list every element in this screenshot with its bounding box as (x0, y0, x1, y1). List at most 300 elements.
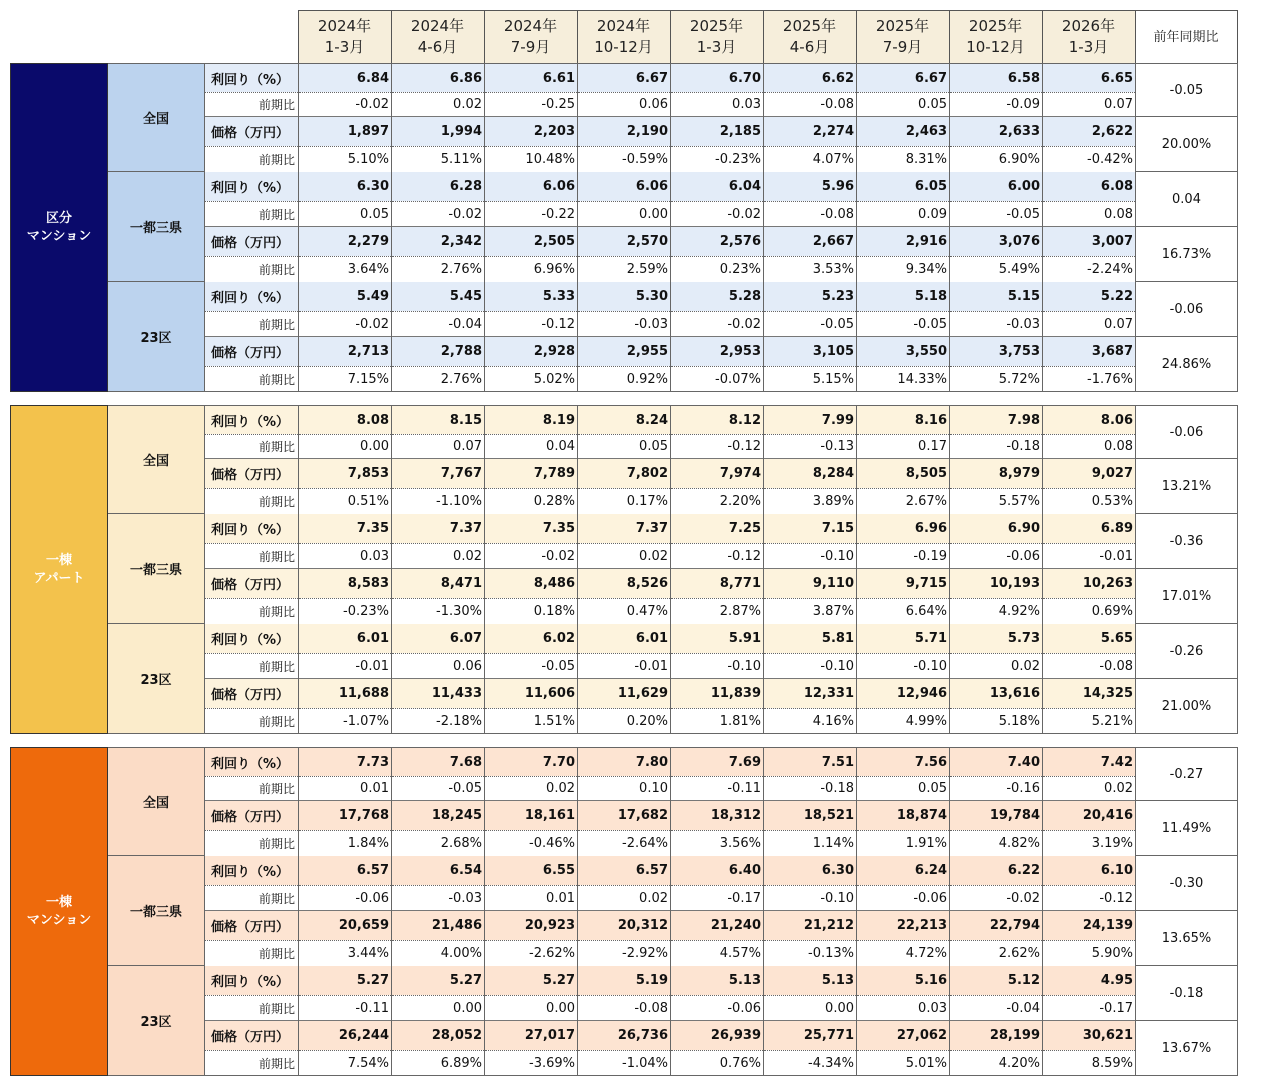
value-cell: 0.17 (857, 435, 950, 459)
row-label: 利回り（%） (205, 856, 299, 886)
value-cell: -1.07% (299, 709, 392, 734)
value-cell: 0.01 (299, 777, 392, 801)
value-cell: 5.12 (950, 966, 1043, 996)
value-cell: 7.15 (764, 514, 857, 544)
row-label: 利回り（%） (205, 966, 299, 996)
value-cell: 4.07% (764, 147, 857, 172)
value-cell: -0.08 (764, 202, 857, 227)
row-label: 価格（万円） (205, 569, 299, 599)
value-cell: 1.91% (857, 831, 950, 856)
period-year: 2025年 (968, 17, 1023, 35)
value-cell: 5.15% (764, 367, 857, 392)
value-cell: 0.07 (1043, 93, 1136, 117)
period-header (856, 11, 949, 64)
value-cell: 7.37 (578, 514, 671, 544)
value-cell: 0.23% (671, 257, 764, 282)
value-cell: 8.31% (857, 147, 950, 172)
value-cell: -2.62% (485, 941, 578, 966)
value-cell: -0.04 (392, 312, 485, 337)
row-label: 前期比 (205, 312, 299, 337)
row-label: 価格（万円） (205, 911, 299, 941)
value-cell: -0.10 (764, 886, 857, 911)
value-cell: 0.02 (392, 93, 485, 117)
value-cell: 3,007 (1043, 227, 1136, 257)
value-cell: 0.76% (671, 1051, 764, 1076)
value-cell: -0.11 (299, 996, 392, 1021)
value-cell: 6.89 (1043, 514, 1136, 544)
value-cell: 4.20% (950, 1051, 1043, 1076)
value-cell: 5.13 (764, 966, 857, 996)
value-cell: 7.37 (392, 514, 485, 544)
value-cell: 0.03 (671, 93, 764, 117)
value-cell: 7.35 (485, 514, 578, 544)
period-year: 2026年 (1061, 17, 1116, 35)
category-label (11, 64, 108, 392)
value-cell: 6.00 (950, 172, 1043, 202)
table-row (11, 748, 1238, 777)
value-cell: 27,017 (485, 1021, 578, 1051)
value-cell: 0.00 (485, 996, 578, 1021)
value-cell: -1.10% (392, 489, 485, 514)
value-cell: 8,471 (392, 569, 485, 599)
yoy-cell: -0.06 (1136, 406, 1238, 459)
value-cell: 6.08 (1043, 172, 1136, 202)
row-label: 価格（万円） (205, 117, 299, 147)
value-cell: 10,193 (950, 569, 1043, 599)
value-cell: 7,802 (578, 459, 671, 489)
row-label: 価格（万円） (205, 227, 299, 257)
value-cell: 5.28 (671, 282, 764, 312)
value-cell: 10.48% (485, 147, 578, 172)
value-cell: 6.84 (299, 64, 392, 93)
value-cell: 7.40 (950, 748, 1043, 777)
value-cell: 6.06 (485, 172, 578, 202)
value-cell: 26,244 (299, 1021, 392, 1051)
value-cell: 5.49% (950, 257, 1043, 282)
value-cell: 8.59% (1043, 1051, 1136, 1076)
value-cell: 0.53% (1043, 489, 1136, 514)
value-cell: -0.19 (857, 544, 950, 569)
value-cell: 24,139 (1043, 911, 1136, 941)
value-cell: 3,550 (857, 337, 950, 367)
value-cell: 2.59% (578, 257, 671, 282)
value-cell: 6.62 (764, 64, 857, 93)
value-cell: 14.33% (857, 367, 950, 392)
value-cell: 0.05 (578, 435, 671, 459)
value-cell: 0.05 (299, 202, 392, 227)
period-header (484, 11, 577, 64)
yoy-cell: 11.49% (1136, 801, 1238, 856)
period-header (298, 11, 391, 64)
value-cell: -0.01 (299, 654, 392, 679)
value-cell: -0.18 (764, 777, 857, 801)
value-cell: 5.90% (1043, 941, 1136, 966)
row-label: 前期比 (205, 147, 299, 172)
value-cell: 5.13 (671, 966, 764, 996)
value-cell: 5.10% (299, 147, 392, 172)
category-line: マンション (26, 228, 92, 244)
row-label: 価格（万円） (205, 679, 299, 709)
value-cell: 7.69 (671, 748, 764, 777)
value-cell: 6.06 (578, 172, 671, 202)
value-cell: 12,946 (857, 679, 950, 709)
value-cell: 20,416 (1043, 801, 1136, 831)
value-cell: 5.96 (764, 172, 857, 202)
yoy-cell: 24.86% (1136, 337, 1238, 392)
value-cell: 5.01% (857, 1051, 950, 1076)
value-cell: 6.30 (764, 856, 857, 886)
value-cell: -2.64% (578, 831, 671, 856)
value-cell: 2.87% (671, 599, 764, 624)
value-cell: -1.30% (392, 599, 485, 624)
value-cell: 26,939 (671, 1021, 764, 1051)
value-cell: 7.98 (950, 406, 1043, 435)
value-cell: 0.03 (299, 544, 392, 569)
period-year: 2024年 (410, 17, 465, 35)
table-row (11, 282, 1238, 312)
row-label: 前期比 (205, 257, 299, 282)
row-label: 価格（万円） (205, 459, 299, 489)
value-cell: 0.04 (485, 435, 578, 459)
value-cell: 10,263 (1043, 569, 1136, 599)
period-quarter: 4-6月 (789, 38, 830, 56)
header-table (10, 10, 1238, 64)
yoy-cell: 17.01% (1136, 569, 1238, 624)
yoy-cell: -0.27 (1136, 748, 1238, 801)
value-cell: 2,713 (299, 337, 392, 367)
yoy-cell: 0.04 (1136, 172, 1238, 227)
value-cell: -0.02 (950, 886, 1043, 911)
value-cell: 2,928 (485, 337, 578, 367)
value-cell: 6.57 (578, 856, 671, 886)
row-label: 利回り（%） (205, 514, 299, 544)
table-row (11, 514, 1238, 544)
value-cell: 8.24 (578, 406, 671, 435)
value-cell: 0.28% (485, 489, 578, 514)
yoy-cell: 20.00% (1136, 117, 1238, 172)
value-cell: -3.69% (485, 1051, 578, 1076)
value-cell: 3.19% (1043, 831, 1136, 856)
value-cell: 5.81 (764, 624, 857, 654)
header-blank (204, 11, 298, 64)
value-cell: -0.05 (392, 777, 485, 801)
value-cell: 8.08 (299, 406, 392, 435)
value-cell: 6.67 (578, 64, 671, 93)
yoy-cell: 13.67% (1136, 1021, 1238, 1076)
value-cell: 2,570 (578, 227, 671, 257)
value-cell: 4.92% (950, 599, 1043, 624)
value-cell: -0.05 (950, 202, 1043, 227)
value-cell: 2,576 (671, 227, 764, 257)
value-cell: 1.51% (485, 709, 578, 734)
value-cell: 5.11% (392, 147, 485, 172)
value-cell: 17,682 (578, 801, 671, 831)
value-cell: -0.08 (1043, 654, 1136, 679)
value-cell: -0.02 (485, 544, 578, 569)
value-cell: 18,161 (485, 801, 578, 831)
row-label: 前期比 (205, 367, 299, 392)
header-blank (10, 11, 107, 64)
period-year: 2024年 (317, 17, 372, 35)
value-cell: 6.57 (299, 856, 392, 886)
period-header (391, 11, 484, 64)
value-cell: 7,974 (671, 459, 764, 489)
value-cell: -0.03 (392, 886, 485, 911)
value-cell: 3.56% (671, 831, 764, 856)
value-cell: 2,185 (671, 117, 764, 147)
row-label: 前期比 (205, 544, 299, 569)
value-cell: 0.08 (1043, 435, 1136, 459)
value-cell: -0.12 (671, 544, 764, 569)
row-label: 利回り（%） (205, 282, 299, 312)
value-cell: 3.64% (299, 257, 392, 282)
value-cell: -0.03 (950, 312, 1043, 337)
value-cell: 8.15 (392, 406, 485, 435)
value-cell: 17,768 (299, 801, 392, 831)
value-cell: 6.40 (671, 856, 764, 886)
value-cell: 28,199 (950, 1021, 1043, 1051)
value-cell: 5.49 (299, 282, 392, 312)
value-cell: 2,788 (392, 337, 485, 367)
value-cell: 5.27 (392, 966, 485, 996)
value-cell: 2,190 (578, 117, 671, 147)
value-cell: 5.30 (578, 282, 671, 312)
value-cell: 8,526 (578, 569, 671, 599)
value-cell: 5.27 (299, 966, 392, 996)
value-cell: -0.10 (764, 654, 857, 679)
value-cell: -0.06 (950, 544, 1043, 569)
value-cell: 1,994 (392, 117, 485, 147)
value-cell: 11,433 (392, 679, 485, 709)
period-year: 2025年 (689, 17, 744, 35)
value-cell: 3.44% (299, 941, 392, 966)
yoy-cell: -0.26 (1136, 624, 1238, 679)
value-cell: 1.81% (671, 709, 764, 734)
row-label: 前期比 (205, 93, 299, 117)
value-cell: 7.25 (671, 514, 764, 544)
value-cell: -0.02 (299, 93, 392, 117)
value-cell: 7,767 (392, 459, 485, 489)
value-cell: 6.55 (485, 856, 578, 886)
value-cell: -2.18% (392, 709, 485, 734)
value-cell: 2.67% (857, 489, 950, 514)
value-cell: 0.02 (950, 654, 1043, 679)
value-cell: -0.13% (764, 941, 857, 966)
value-cell: 6.64% (857, 599, 950, 624)
value-cell: 6.89% (392, 1051, 485, 1076)
value-cell: 6.05 (857, 172, 950, 202)
value-cell: 7.80 (578, 748, 671, 777)
value-cell: 3,687 (1043, 337, 1136, 367)
value-cell: -0.59% (578, 147, 671, 172)
period-header (577, 11, 670, 64)
value-cell: 0.05 (857, 777, 950, 801)
period-year: 2025年 (782, 17, 837, 35)
value-cell: 19,784 (950, 801, 1043, 831)
value-cell: 5.21% (1043, 709, 1136, 734)
value-cell: 0.06 (392, 654, 485, 679)
table-row (11, 966, 1238, 996)
row-label: 前期比 (205, 941, 299, 966)
value-cell: -4.34% (764, 1051, 857, 1076)
yoy-cell: -0.30 (1136, 856, 1238, 911)
value-cell: 6.90 (950, 514, 1043, 544)
region-label: 23区 (108, 624, 205, 734)
value-cell: -0.12 (485, 312, 578, 337)
value-cell: 0.00 (392, 996, 485, 1021)
category-label (11, 406, 108, 734)
value-cell: 0.17% (578, 489, 671, 514)
value-cell: -0.02 (671, 312, 764, 337)
period-header (1042, 11, 1135, 64)
yoy-cell: -0.05 (1136, 64, 1238, 117)
row-label: 前期比 (205, 709, 299, 734)
row-label: 利回り（%） (205, 406, 299, 435)
value-cell: 0.09 (857, 202, 950, 227)
value-cell: -0.04 (950, 996, 1043, 1021)
value-cell: 7.15% (299, 367, 392, 392)
value-cell: 6.90% (950, 147, 1043, 172)
value-cell: 8,583 (299, 569, 392, 599)
period-header (763, 11, 856, 64)
row-label: 前期比 (205, 202, 299, 227)
value-cell: 8,505 (857, 459, 950, 489)
value-cell: 0.92% (578, 367, 671, 392)
value-cell: 6.58 (950, 64, 1043, 93)
value-cell: 6.86 (392, 64, 485, 93)
value-cell: 6.96% (485, 257, 578, 282)
row-label: 前期比 (205, 777, 299, 801)
value-cell: 4.16% (764, 709, 857, 734)
value-cell: 5.19 (578, 966, 671, 996)
value-cell: 1.14% (764, 831, 857, 856)
value-cell: -0.10 (857, 654, 950, 679)
value-cell: 2.62% (950, 941, 1043, 966)
header-blank (107, 11, 204, 64)
value-cell: -0.02 (671, 202, 764, 227)
value-cell: 6.01 (299, 624, 392, 654)
value-cell: 22,794 (950, 911, 1043, 941)
row-label: 前期比 (205, 489, 299, 514)
value-cell: -0.01 (1043, 544, 1136, 569)
value-cell: 5.16 (857, 966, 950, 996)
yoy-cell: -0.36 (1136, 514, 1238, 569)
period-quarter: 1-3月 (1068, 38, 1109, 56)
value-cell: -0.06 (857, 886, 950, 911)
value-cell: 6.07 (392, 624, 485, 654)
row-label: 価格（万円） (205, 1021, 299, 1051)
value-cell: 6.22 (950, 856, 1043, 886)
value-cell: 8.16 (857, 406, 950, 435)
value-cell: 6.24 (857, 856, 950, 886)
value-cell: 3,753 (950, 337, 1043, 367)
value-cell: -0.17 (1043, 996, 1136, 1021)
value-cell: 0.01 (485, 886, 578, 911)
value-cell: 0.05 (857, 93, 950, 117)
value-cell: 2,505 (485, 227, 578, 257)
value-cell: 2.20% (671, 489, 764, 514)
row-label: 利回り（%） (205, 624, 299, 654)
row-label: 前期比 (205, 654, 299, 679)
value-cell: 6.01 (578, 624, 671, 654)
value-cell: 18,245 (392, 801, 485, 831)
value-cell: 2.76% (392, 367, 485, 392)
value-cell: 7.54% (299, 1051, 392, 1076)
value-cell: 0.03 (857, 996, 950, 1021)
value-cell: 11,688 (299, 679, 392, 709)
value-cell: -0.12 (1043, 886, 1136, 911)
value-cell: 8,771 (671, 569, 764, 599)
value-cell: 21,486 (392, 911, 485, 941)
value-cell: 7.70 (485, 748, 578, 777)
value-cell: 18,874 (857, 801, 950, 831)
value-cell: 3.87% (764, 599, 857, 624)
value-cell: 0.18% (485, 599, 578, 624)
yoy-cell: 16.73% (1136, 227, 1238, 282)
value-cell: -2.24% (1043, 257, 1136, 282)
value-cell: 18,312 (671, 801, 764, 831)
value-cell: 5.57% (950, 489, 1043, 514)
value-cell: 1,897 (299, 117, 392, 147)
category-label (11, 748, 108, 1076)
period-quarter: 10-12月 (594, 38, 653, 56)
value-cell: 7,789 (485, 459, 578, 489)
region-label: 全国 (108, 406, 205, 514)
value-cell: 20,659 (299, 911, 392, 941)
value-cell: -0.02 (299, 312, 392, 337)
value-cell: 5.45 (392, 282, 485, 312)
period-header-row (10, 11, 1237, 64)
table-row (11, 172, 1238, 202)
table-row (11, 624, 1238, 654)
value-cell: 11,839 (671, 679, 764, 709)
value-cell: -0.03 (578, 312, 671, 337)
value-cell: -2.92% (578, 941, 671, 966)
period-quarter: 10-12月 (966, 38, 1025, 56)
value-cell: 6.54 (392, 856, 485, 886)
value-cell: 8,979 (950, 459, 1043, 489)
category-line: マンション (26, 912, 92, 928)
region-label: 一都三県 (108, 172, 205, 282)
period-quarter: 4-6月 (417, 38, 458, 56)
period-quarter: 7-9月 (882, 38, 923, 56)
value-cell: 11,629 (578, 679, 671, 709)
value-cell: 7,853 (299, 459, 392, 489)
value-cell: -0.16 (950, 777, 1043, 801)
value-cell: -0.08 (764, 93, 857, 117)
value-cell: 3,105 (764, 337, 857, 367)
value-cell: -0.13 (764, 435, 857, 459)
value-cell: 2,633 (950, 117, 1043, 147)
value-cell: 5.33 (485, 282, 578, 312)
value-cell: 4.95 (1043, 966, 1136, 996)
value-cell: 1.84% (299, 831, 392, 856)
yoy-cell: 13.65% (1136, 911, 1238, 966)
value-cell: 5.18 (857, 282, 950, 312)
value-cell: -0.09 (950, 93, 1043, 117)
value-cell: 6.10 (1043, 856, 1136, 886)
row-label: 価格（万円） (205, 337, 299, 367)
value-cell: -1.04% (578, 1051, 671, 1076)
value-cell: 27,062 (857, 1021, 950, 1051)
row-label: 前期比 (205, 435, 299, 459)
value-cell: 8.06 (1043, 406, 1136, 435)
value-cell: 7.99 (764, 406, 857, 435)
value-cell: 6.30 (299, 172, 392, 202)
value-cell: 2,916 (857, 227, 950, 257)
value-cell: 4.57% (671, 941, 764, 966)
value-cell: 5.71 (857, 624, 950, 654)
